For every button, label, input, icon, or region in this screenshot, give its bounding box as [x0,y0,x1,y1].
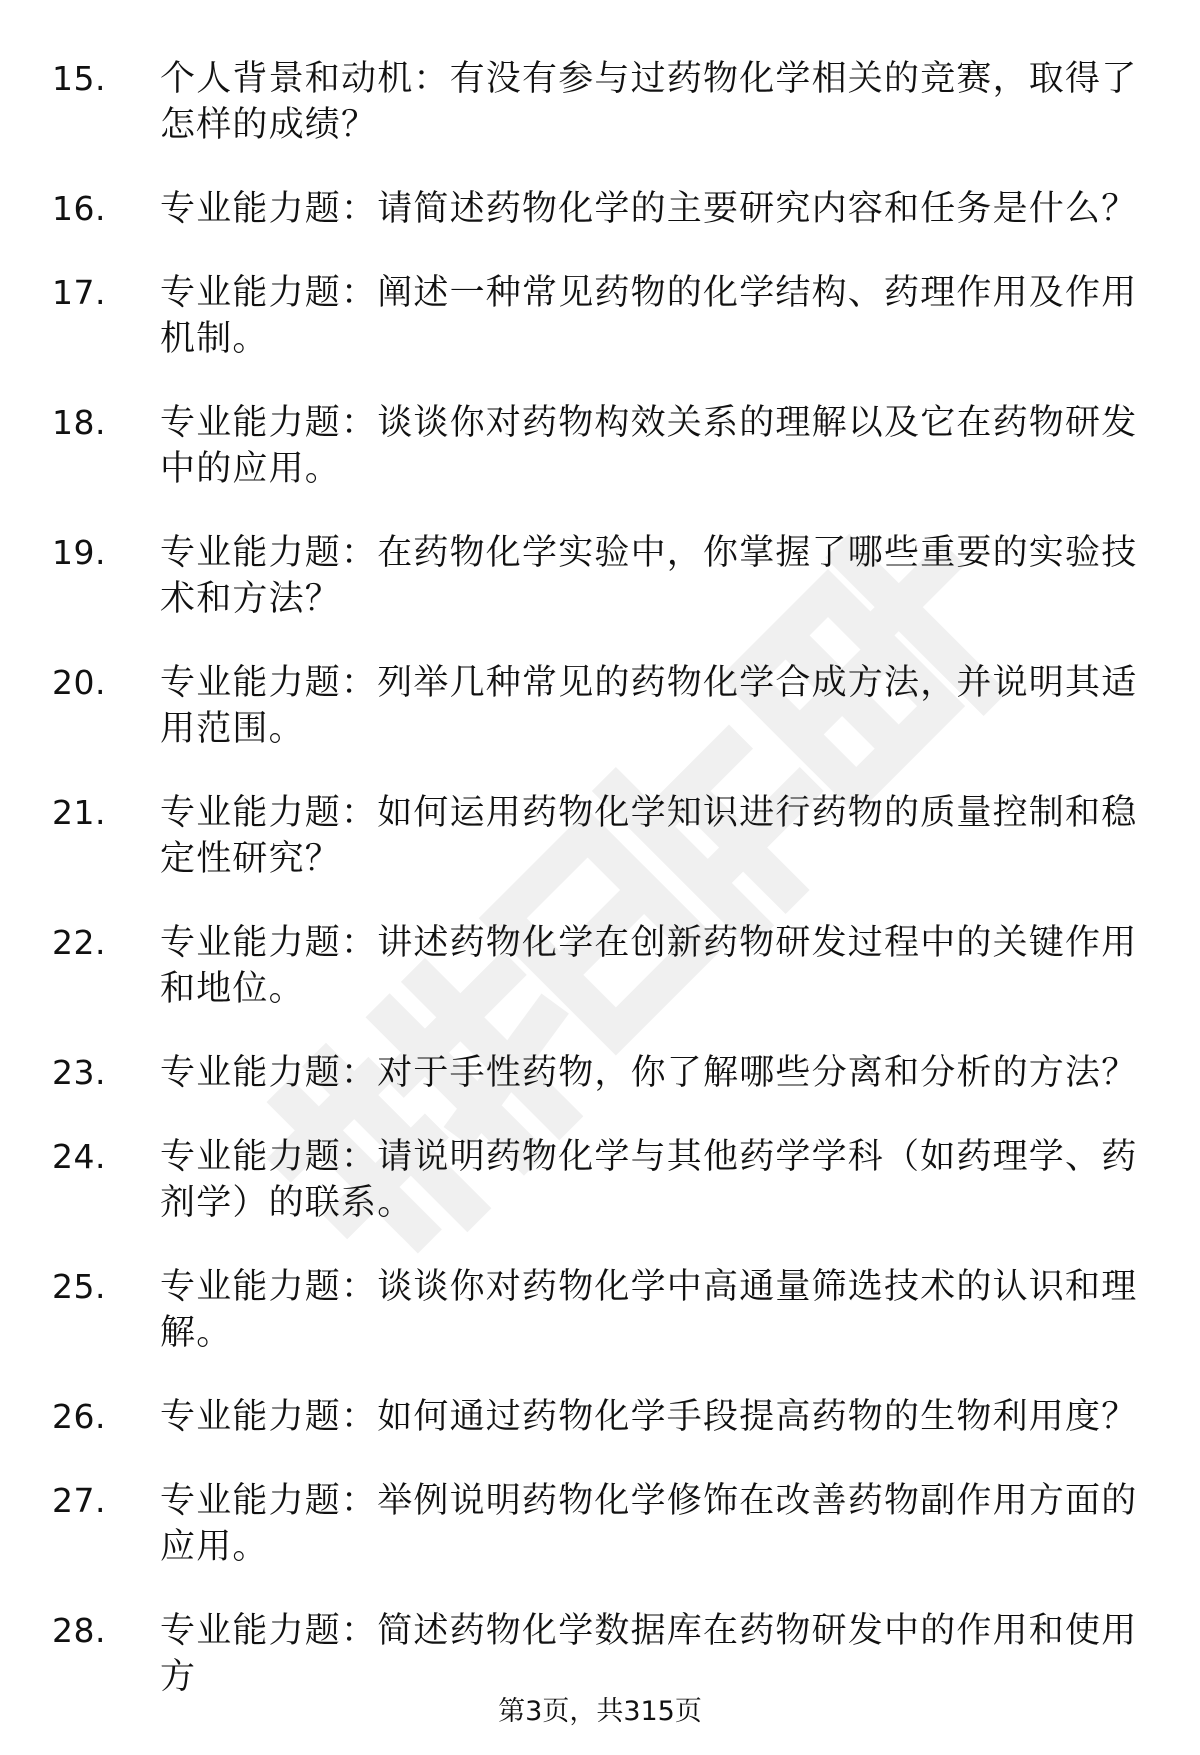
item-number: 28. [52,1611,106,1650]
list-item [0,56,1200,148]
item-text: 专业能力题：举例说明药物化学修饰在改善药物副作用方面的应用。 [160,1481,1138,1567]
item-text: 专业能力题：简述药物化学数据库在药物研发中的作用和使用方 [160,1611,1138,1697]
item-text: 专业能力题：阐述一种常见药物的化学结构、药理作用及作用机制。 [160,273,1138,359]
item-number: 27. [52,1481,106,1520]
item-number: 18. [52,403,106,442]
page-footer: 第3页，共315页 [498,1696,702,1727]
list-item [0,920,1200,1012]
item-number: 19. [52,533,106,572]
item-text: 专业能力题：讲述药物化学在创新药物研发过程中的关键作用和地位。 [160,923,1138,1009]
list-item [0,1394,1200,1440]
item-number: 24. [52,1137,106,1176]
item-text: 专业能力题：请简述药物化学的主要研究内容和任务是什么？ [160,189,1138,229]
item-number: 20. [52,663,106,702]
item-text: 专业能力题：请说明药物化学与其他药学学科（如药理学、药剂学）的联系。 [160,1137,1138,1223]
item-text: 专业能力题：在药物化学实验中，你掌握了哪些重要的实验技术和方法？ [160,533,1138,619]
item-number: 22. [52,923,106,962]
item-number: 26. [52,1397,106,1436]
item-text: 专业能力题：列举几种常见的药物化学合成方法，并说明其适用范围。 [160,663,1138,749]
list-item [0,1478,1200,1570]
list-item [0,660,1200,752]
item-number: 21. [52,793,106,832]
list-item [0,1608,1200,1700]
list-item [0,790,1200,882]
item-text: 专业能力题：谈谈你对药物构效关系的理解以及它在药物研发中的应用。 [160,403,1138,489]
item-number: 25. [52,1267,106,1306]
item-text: 专业能力题：对于手性药物，你了解哪些分离和分析的方法？ [160,1053,1138,1093]
list-item [0,186,1200,232]
item-number: 15. [52,59,106,98]
item-number: 16. [52,189,106,228]
item-text: 个人背景和动机：有没有参与过药物化学相关的竞赛，取得了怎样的成绩？ [160,59,1138,145]
list-item [0,1264,1200,1356]
item-text: 专业能力题：如何运用药物化学知识进行药物的质量控制和稳定性研究？ [160,793,1138,879]
list-item [0,1050,1200,1096]
item-number: 23. [52,1053,106,1092]
item-number: 17. [52,273,106,312]
item-text: 专业能力题：如何通过药物化学手段提高药物的生物利用度？ [160,1397,1138,1437]
list-item [0,270,1200,362]
list-item [0,1134,1200,1226]
list-item [0,400,1200,492]
item-text: 专业能力题：谈谈你对药物化学中高通量筛选技术的认识和理解。 [160,1267,1138,1353]
list-item [0,530,1200,622]
question-list [0,56,1200,1738]
